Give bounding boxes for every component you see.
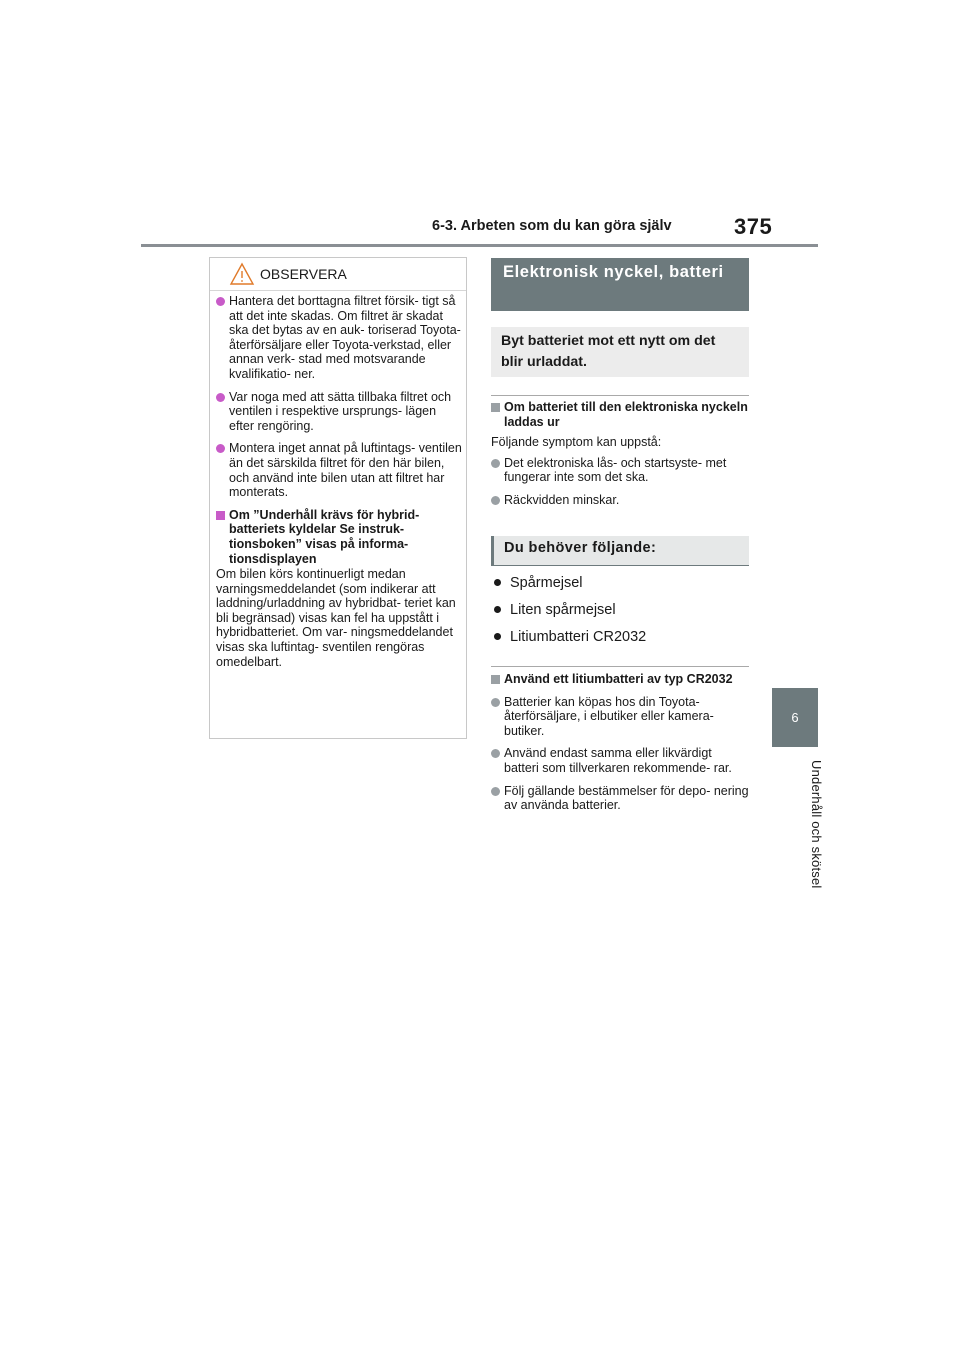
bullet-dot-icon [491, 787, 500, 796]
section-battery-type [491, 672, 749, 821]
caution-subheading: Om ”Underhåll krävs för hybrid- batteriets kyldelar Se instruk- tionsboken” visas på informa- tionsdisplayen [216, 508, 462, 566]
bullet-dot-icon [491, 698, 500, 707]
bullet-dot-icon [491, 459, 500, 468]
list-item: Litiumbatteri CR2032 [493, 628, 749, 655]
needs-heading: Du behöver följande: [491, 536, 749, 566]
intro-box: Byt batteriet mot ett nytt om det blir urladdat. [491, 327, 749, 377]
chapter-label: Underhåll och skötsel [809, 760, 824, 889]
section-title: 6-3. Arbeten som du kan göra själv [432, 218, 672, 234]
divider [491, 395, 749, 396]
list-item: Liten spårmejsel [493, 601, 749, 628]
main-title: Elektronisk nyckel, batteri [491, 258, 749, 311]
caution-paragraph: Om bilen körs kontinuerligt medan varningsmeddelandet (som indikerar att laddning/urladdning av hybridbat- teriet kan bli begränsad) visas kan fel ha uppstått i hybridbatteriet. Om var- ningsmeddelandet visas ska luftintag- sventilen rengöras omedelbart. [216, 567, 456, 669]
warning-triangle-icon [229, 262, 255, 286]
bullet-dot-icon [494, 579, 501, 586]
chapter-number: 6 [791, 710, 799, 725]
caution-header [210, 258, 466, 290]
divider [491, 666, 749, 667]
section-heading: Om batteriet till den elektroniska nyckeln laddas ur [491, 400, 749, 429]
caution-bullet: Var noga med att sätta tillbaka filtret och ventilen i respektive ursprungs- lägen efter rengöring. [216, 390, 462, 434]
caution-bullet: Montera inget annat på luftintags- ventilen än det särskilda filtret för den här bilen, och använd inte bilen utan att filtret har monterats. [216, 441, 462, 499]
caution-body [216, 294, 462, 669]
list-item: Spårmejsel [493, 574, 749, 601]
list-item: Räckvidden minskar. [491, 493, 749, 508]
square-marker-icon [491, 675, 500, 684]
caution-bullet: Hantera det borttagna filtret försik- tigt så att det inte skadas. Om filtret är skadat ska det bytas av en auk- toriserad Toyota-återförsäljare eller Toyota-verkstad, eller annan verk- stad med motsvarande kvalifikatio- ner. [216, 294, 462, 382]
caution-box [209, 257, 467, 739]
bullet-dot-icon [216, 444, 225, 453]
section-battery-low [491, 400, 749, 516]
section-lead: Följande symptom kan uppstå: [491, 435, 662, 450]
header-rule [141, 244, 818, 247]
bullet-dot-icon [494, 633, 501, 640]
needs-list [493, 574, 749, 655]
square-marker-icon [216, 511, 225, 520]
square-marker-icon [491, 403, 500, 412]
caution-title: OBSERVERA [260, 266, 347, 282]
list-item: Batterier kan köpas hos din Toyota- återförsäljare, i elbutiker eller kamera- butiker. [491, 695, 749, 739]
bullet-dot-icon [216, 393, 225, 402]
section-heading: Använd ett litiumbatteri av typ CR2032 [491, 672, 749, 687]
list-item: Följ gällande bestämmelser för depo- nering av använda batterier. [491, 784, 749, 813]
bullet-dot-icon [494, 606, 501, 613]
page-number: 375 [734, 214, 773, 239]
bullet-dot-icon [216, 297, 225, 306]
bullet-dot-icon [491, 749, 500, 758]
list-item: Det elektroniska lås- och startsyste- met fungerar inte som det ska. [491, 456, 749, 485]
caution-divider [210, 290, 466, 291]
list-item: Använd endast samma eller likvärdigt batteri som tillverkaren rekommende- rar. [491, 746, 749, 775]
bullet-dot-icon [491, 496, 500, 505]
chapter-tab [772, 688, 818, 747]
